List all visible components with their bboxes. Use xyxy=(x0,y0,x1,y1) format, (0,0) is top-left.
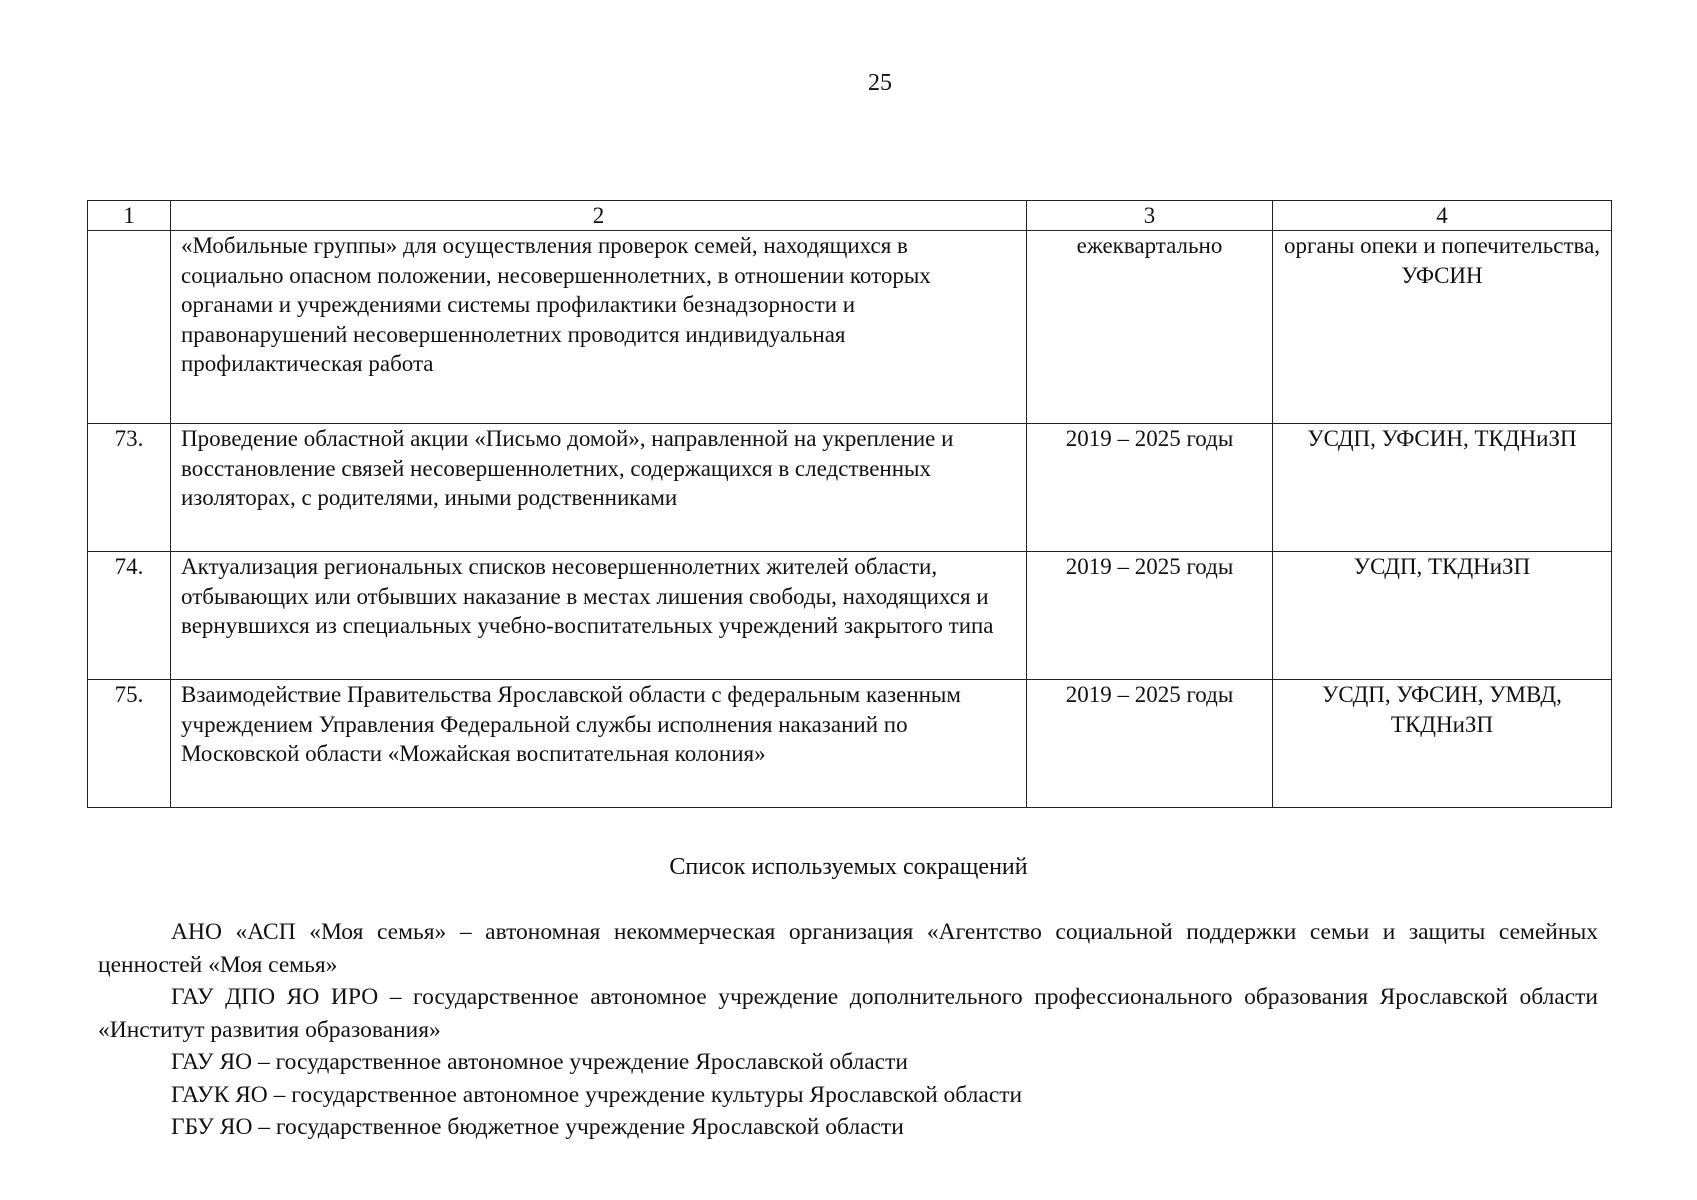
measures-table xyxy=(87,200,1612,808)
row-executors: УСДП, УФСИН, УМВД, ТКДНиЗП xyxy=(1273,680,1612,808)
row-number: 73. xyxy=(88,424,171,552)
row-term: 2019 – 2025 годы xyxy=(1027,424,1273,552)
table-row xyxy=(88,680,1612,808)
row-executors: органы опеки и попечительства, УФСИН xyxy=(1273,231,1612,424)
row-activity: Актуализация региональных списков несовершеннолетних жителей области, отбывающих или отбывших наказание в местах лишения свободы, находящихся и вернувшихся из специальных учебно-воспитательных учреждений закрытого типа xyxy=(171,552,1027,680)
abbreviation-item: ГАУ ДПО ЯО ИРО – государственное автономное учреждение дополнительного профессионального образования Ярославской области «Институт развития образования» xyxy=(98,984,1598,1043)
abbreviation-item: ГБУ ЯО – государственное бюджетное учреждение Ярославской области xyxy=(171,1114,904,1140)
page-number: 25 xyxy=(868,70,892,96)
header-cell-3: 3 xyxy=(1027,201,1273,231)
table-header-row xyxy=(88,201,1612,231)
row-term: ежеквартально xyxy=(1027,231,1273,424)
table-row xyxy=(88,552,1612,680)
table-row xyxy=(88,424,1612,552)
row-number xyxy=(88,231,171,424)
abbreviations-title: Список используемых сокращений xyxy=(669,854,1028,880)
row-number: 75. xyxy=(88,680,171,808)
row-activity: Проведение областной акции «Письмо домой», направленной на укрепление и восстановление связей несовершеннолетних, содержащихся в следственных изоляторах, с родителями, иными родственниками xyxy=(171,424,1027,552)
table-row xyxy=(88,231,1612,424)
row-activity: «Мобильные группы» для осуществления проверок семей, находящихся в социально опасном положении, несовершеннолетних, в отношении которых органами и учреждениями системы профилактики безнадзорности и правонарушений несовершеннолетних проводится индивидуальная профилактическая работа xyxy=(171,231,1027,424)
header-cell-1: 1 xyxy=(88,201,171,231)
row-executors: УСДП, УФСИН, ТКДНиЗП xyxy=(1273,424,1612,552)
abbreviations-list xyxy=(98,916,1598,1144)
row-term: 2019 – 2025 годы xyxy=(1027,680,1273,808)
row-activity: Взаимодействие Правительства Ярославской области с федеральным казенным учреждением Управления Федеральной службы исполнения наказаний по Московской области «Можайская воспитательная колония» xyxy=(171,680,1027,808)
row-term: 2019 – 2025 годы xyxy=(1027,552,1273,680)
abbreviation-item: ГАУ ЯО – государственное автономное учреждение Ярославской области xyxy=(171,1049,908,1075)
row-executors: УСДП, ТКДНиЗП xyxy=(1273,552,1612,680)
abbreviation-item: АНО «АСП «Моя семья» – автономная некоммерческая организация «Агентство социальной поддержки семьи и защиты семейных ценностей «Моя семья» xyxy=(98,919,1598,978)
row-number: 74. xyxy=(88,552,171,680)
header-cell-4: 4 xyxy=(1273,201,1612,231)
abbreviation-item: ГАУК ЯО – государственное автономное учреждение культуры Ярославской области xyxy=(171,1081,1023,1108)
header-cell-2: 2 xyxy=(171,201,1027,231)
